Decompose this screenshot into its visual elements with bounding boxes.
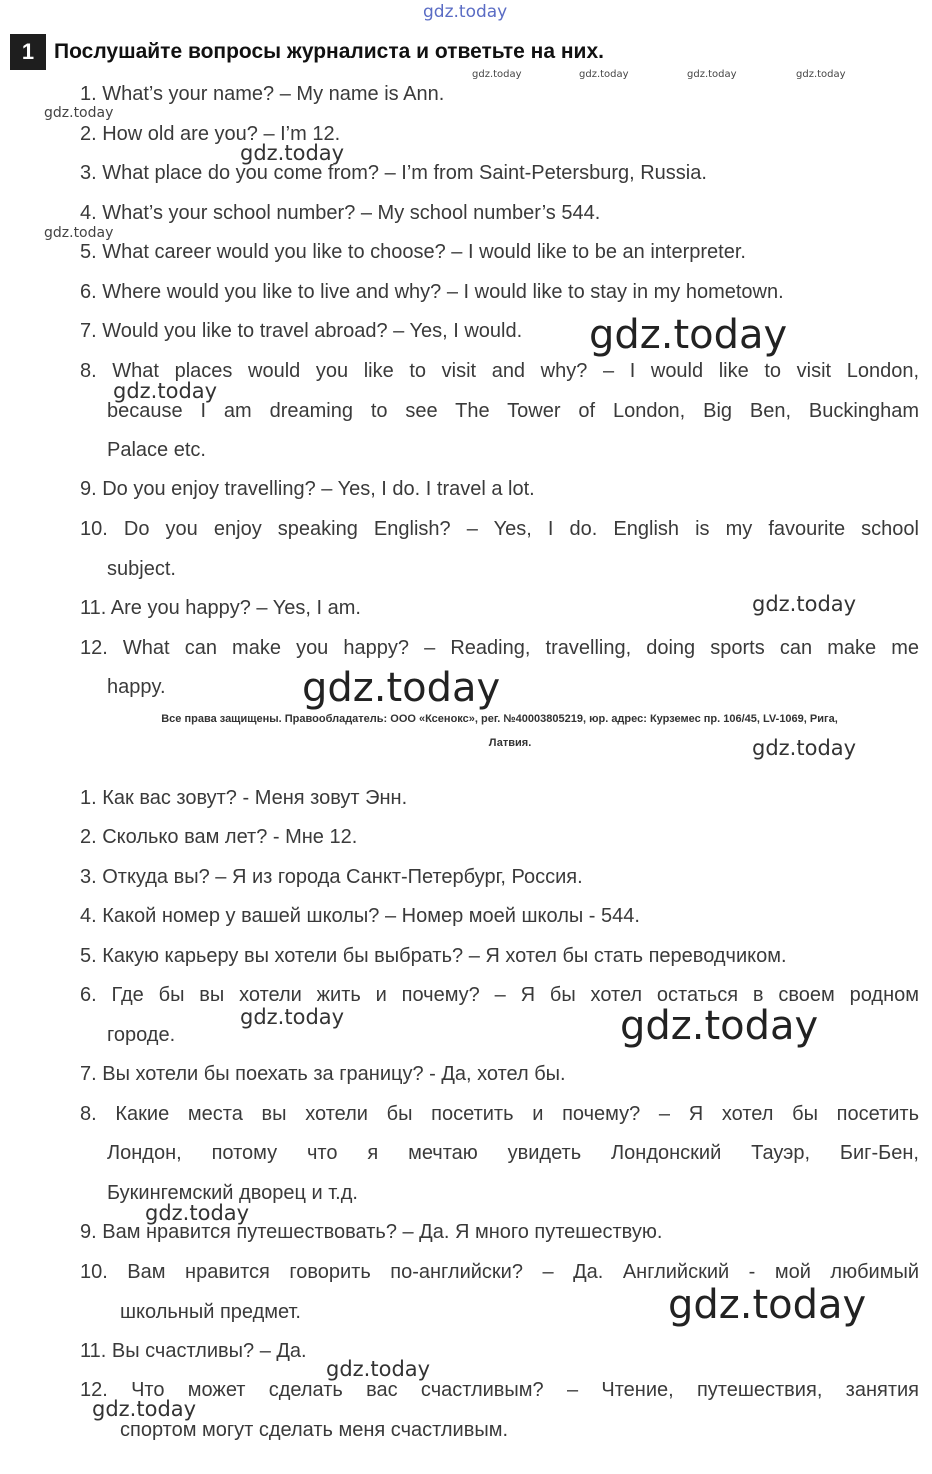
english-line-4: 4. What’s your school number? – My school number’s 544.: [80, 202, 601, 224]
english-line-3: 3. What place do you come from? – I’m from Saint-Petersburg, Russia.: [80, 162, 707, 184]
russian-line-4: 4. Какой номер у вашей школы? – Номер моей школы - 544.: [80, 905, 640, 927]
english-line-12a: 12. What can make you happy? – Reading, travelling, doing sports can make me: [80, 637, 919, 659]
russian-line-8c: Букингемский дворец и т.д.: [107, 1182, 358, 1204]
watermark: gdz.today: [302, 665, 501, 711]
watermark-top: gdz.today: [423, 2, 508, 22]
english-line-2: 2. How old are you? – I’m 12.: [80, 123, 341, 145]
english-line-10b: subject.: [107, 558, 176, 580]
russian-line-10a: 10. Вам нравится говорить по-английски? – Да. Английский - мой любимый: [80, 1261, 919, 1283]
english-line-10a: 10. Do you enjoy speaking English? – Yes, I do. English is my favourite school: [80, 518, 919, 540]
watermark: gdz.today: [752, 736, 857, 760]
russian-line-6a: 6. Где бы вы хотели жить и почему? – Я бы хотел остаться в своем родном: [80, 984, 919, 1006]
exercise-number: 1: [10, 34, 46, 70]
watermark: gdz.today: [796, 69, 846, 80]
watermark: gdz.today: [589, 312, 788, 358]
english-line-12b: happy.: [107, 676, 166, 698]
english-line-5: 5. What career would you like to choose? – I would like to be an interpreter.: [80, 241, 746, 263]
russian-line-11: 11. Вы счастливы? – Да.: [80, 1340, 307, 1362]
watermark: gdz.today: [44, 105, 114, 121]
russian-line-9: 9. Вам нравится путешествовать? – Да. Я много путешествую.: [80, 1221, 663, 1243]
watermark: gdz.today: [668, 1282, 867, 1328]
watermark: gdz.today: [687, 69, 737, 80]
russian-line-5: 5. Какую карьеру вы хотели бы выбрать? – Я хотел бы стать переводчиком.: [80, 945, 787, 967]
russian-line-3: 3. Откуда вы? – Я из города Санкт-Петербург, Россия.: [80, 866, 583, 888]
watermark: gdz.today: [145, 1201, 250, 1225]
watermark: gdz.today: [92, 1397, 197, 1421]
watermark: gdz.today: [579, 69, 629, 80]
russian-line-12b: спортом могут сделать меня счастливым.: [120, 1419, 508, 1441]
exercise-title: Послушайте вопросы журналиста и ответьте на них.: [54, 40, 604, 63]
watermark: gdz.today: [113, 379, 218, 403]
watermark: gdz.today: [240, 141, 345, 165]
english-line-9: 9. Do you enjoy travelling? – Yes, I do. I travel a lot.: [80, 478, 535, 500]
russian-line-8a: 8. Какие места вы хотели бы посетить и почему? – Я хотел бы посетить: [80, 1103, 919, 1125]
russian-line-7: 7. Вы хотели бы поехать за границу? - Да, хотел бы.: [80, 1063, 566, 1085]
watermark: gdz.today: [620, 1003, 819, 1049]
watermark: gdz.today: [326, 1357, 431, 1381]
russian-line-12a: 12. Что может сделать вас счастливым? – Чтение, путешествия, занятия: [80, 1379, 919, 1401]
english-line-8a: 8. What places would you like to visit and why? – I would like to visit London,: [80, 360, 919, 382]
watermark: gdz.today: [752, 592, 857, 616]
russian-line-10b: школьный предмет.: [120, 1301, 301, 1323]
russian-line-2: 2. Сколько вам лет? - Мне 12.: [80, 826, 358, 848]
copyright-line-2: Латвия.: [488, 737, 532, 749]
english-line-8c: Palace etc.: [107, 439, 206, 461]
english-line-8b: because I am dreaming to see The Tower of London, Big Ben, Buckingham: [107, 400, 919, 422]
copyright-line-1: Все права защищены. Правообладатель: ООО «Ксенокс», рег. №40003805219, юр. адрес: Курземес пр. 106/45, LV-1069, Рига,: [161, 713, 838, 725]
watermark: gdz.today: [44, 225, 114, 241]
russian-line-6b: городе.: [107, 1024, 176, 1046]
english-line-1: 1. What’s your name? – My name is Ann.: [80, 83, 445, 105]
english-line-11: 11. Are you happy? – Yes, I am.: [80, 597, 361, 619]
english-line-7: 7. Would you like to travel abroad? – Yes, I would.: [80, 320, 523, 342]
english-line-6: 6. Where would you like to live and why? – I would like to stay in my hometown.: [80, 281, 784, 303]
watermark: gdz.today: [472, 69, 522, 80]
russian-line-1: 1. Как вас зовут? - Меня зовут Энн.: [80, 787, 408, 809]
russian-line-8b: Лондон, потому что я мечтаю увидеть Лондонский Тауэр, Биг-Бен,: [107, 1142, 919, 1164]
watermark: gdz.today: [240, 1005, 345, 1029]
